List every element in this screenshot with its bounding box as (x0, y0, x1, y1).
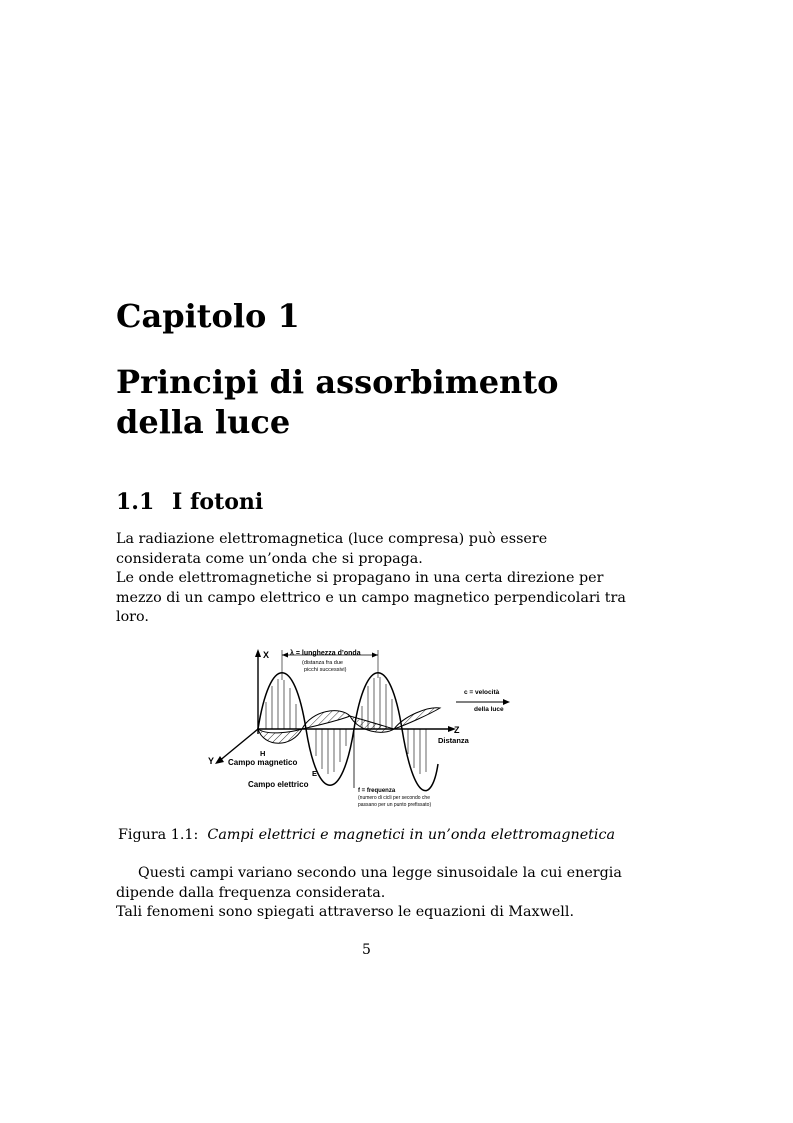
chapter-label: Capitolo 1 (116, 297, 300, 335)
electric-field-wave (258, 673, 438, 791)
speed-label: c = velocità (464, 689, 500, 696)
h-label: H (260, 749, 266, 758)
paragraph-line: Questi campi variano secondo una legge sinusoidale la cui energia dipende dalla frequenza considerata. (116, 865, 622, 901)
caption-text: Campi elettrici e magnetici in un’onda elettromagnetica (207, 827, 616, 843)
figure-em-wave (208, 644, 518, 816)
frequency-label: f = frequenza (358, 788, 396, 794)
y-axis-arrow-icon (215, 756, 224, 764)
e-label: E (312, 769, 318, 778)
paragraph-intro (116, 530, 626, 628)
figure-caption (0, 826, 733, 845)
paragraph-fields (116, 864, 626, 923)
page-number: 5 (362, 942, 371, 958)
electric-field-label: Campo elettrico (248, 780, 309, 789)
magnetic-field-wave (258, 708, 440, 744)
wavelength-right-arrow-icon (372, 653, 378, 658)
frequency-note: passano per un punto prefissato) (358, 802, 432, 808)
section-number: 1.1 (116, 489, 155, 515)
wavelength-label: λ = lunghezza d’onda (290, 650, 361, 657)
y-axis-label: Y (208, 756, 215, 766)
section-title: I fotoni (172, 489, 264, 515)
x-axis-label: X (263, 650, 270, 660)
x-axis-arrow-icon (255, 649, 261, 657)
paragraph-line: La radiazione elettromagnetica (luce compresa) può essere considerata come un’onda che si propaga. (116, 531, 548, 567)
paragraph-line: Tali fenomeni sono spiegati attraverso le equazioni di Maxwell. (116, 904, 574, 920)
em-wave-diagram (208, 644, 518, 816)
magnetic-field-label: Campo magnetico (228, 758, 298, 767)
wavelength-left-arrow-icon (282, 653, 288, 658)
section-heading (116, 487, 263, 517)
caption-label: Figura 1.1: (117, 827, 199, 843)
speed-label: della luce (474, 706, 504, 713)
wavelength-note: picchi successivi) (304, 667, 347, 673)
frequency-note: (numero di cicli per secondo che (358, 795, 430, 801)
distance-label: Distanza (438, 736, 469, 745)
speed-arrow-icon (503, 699, 510, 705)
z-axis-label: Z (454, 725, 460, 735)
paragraph-line: Le onde elettromagnetiche si propagano in una certa direzione per mezzo di un campo elettrico e un campo magnetico perpendicolari tra loro. (116, 570, 626, 625)
wavelength-note: (distanza fra due (302, 660, 343, 666)
chapter-title: Principi di assorbimento della luce (116, 363, 559, 441)
